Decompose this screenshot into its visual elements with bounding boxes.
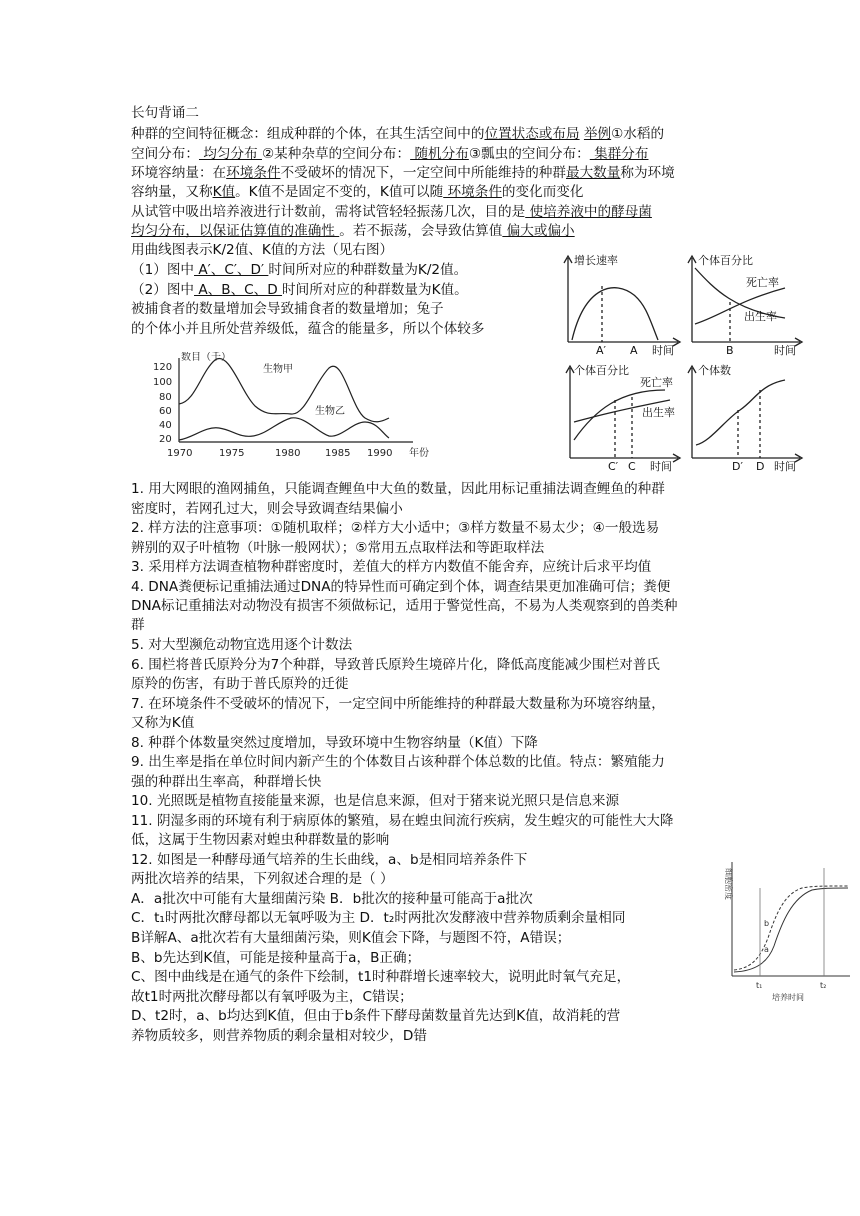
item-line: 1. 用大网眼的渔网捕鱼，只能调查鲤鱼中大鱼的数量，因此用标记重捕法调查鲤鱼的种群	[131, 481, 665, 497]
p3-ylabel: 个体百分比	[574, 364, 629, 377]
ytick: 60	[159, 406, 172, 417]
page-title: 长句背诵二	[131, 105, 199, 121]
item-line: 辨别的双子叶植物（叶脉一般网状）；⑤常用五点取样法和等距取样法	[131, 540, 545, 556]
item-line: 群	[131, 617, 145, 633]
p1-xlabel: 时间	[652, 344, 674, 357]
text: 不受破坏的情况下，一定空间中所能维持的种群	[280, 165, 566, 181]
intro-line-10: 被捕食者的数量增加会导致捕食者的数量增加；兔子	[131, 301, 444, 317]
p3-xlabel: 时间	[650, 460, 672, 472]
option-line: A．a批次中可能有大量细菌污染 B．b批次的接种量可能高于a批次	[131, 891, 533, 907]
p2-tick-b: B	[726, 344, 734, 357]
series-jia: 生物甲	[263, 364, 293, 375]
item-line: 12. 如图是一种酵母通气培养的生长曲线，a、b是相同培养条件下	[131, 852, 528, 868]
answer-blank: A′、C′、D′	[194, 262, 269, 278]
item-line: 低，这属于生物因素对蝗虫种群数量的影响	[131, 832, 390, 848]
intro-line-7: 用曲线图表示K/2值、K值的方法（见右图）	[131, 242, 394, 258]
answer-blank: 使培养液中的酵母菌	[525, 204, 652, 220]
answer-blank: 位置状态或布局	[484, 126, 580, 142]
ytick: 40	[159, 420, 172, 431]
item-line: 9. 出生率是指在单位时间内新产生的个体数目占该种群个体总数的比值。特点：繁殖能力	[131, 754, 665, 770]
text: （1）图中	[131, 262, 195, 278]
text: 容纳量，又称	[131, 184, 213, 200]
ytick: 80	[159, 392, 172, 403]
text: 时间所对应的种群数量为K值。	[282, 282, 468, 298]
item-line: 10. 光照既是植物直接能量来源，也是信息来源，但对于猪来说光照只是信息来源	[131, 793, 620, 809]
intro-line-2	[131, 145, 648, 163]
item-line: 7. 在环境条件不受破坏的情况下，一定空间中所能维持的种群最大数量称为环境容纳量，	[131, 696, 665, 712]
explain-line: D、t2时，a、b均达到K值，但由于b条件下酵母菌数量首先达到K值，故消耗的营	[131, 1008, 621, 1024]
yeast-ylabel: 细胞密度	[724, 868, 733, 900]
answer-blank: 环境条件	[226, 165, 281, 181]
yeast-xlabel: 培养时间	[772, 993, 804, 1002]
intro-line-1	[131, 125, 664, 143]
yeast-t1: t₁	[756, 981, 763, 990]
xtick: 1975	[219, 448, 245, 459]
left-xlabel: 年份	[409, 448, 429, 459]
text: 。若不振荡，会导致估算值	[339, 223, 503, 239]
p1-tick-aprime: A′	[596, 344, 607, 357]
answer-blank: 集群分布	[589, 146, 649, 162]
item-line: 强的种群出生率高，种群增长快	[131, 774, 322, 790]
item-line: 3. 采用样方法调查植物种群密度时，差值大的样方内数值不能舍弃，应统计后求平均值	[131, 559, 652, 575]
answer-blank: 环境条件	[443, 184, 502, 200]
p4-ylabel: 个体数	[698, 364, 731, 377]
item-line: 两批次培养的结果，下列叙述合理的是（ ）	[131, 871, 394, 887]
text: ②某种杂草的空间分布：	[262, 146, 411, 162]
item-line: DNA标记重捕法对动物没有损害不须做标记，适用于警觉性高，不易为人类观察到的兽类种	[131, 598, 678, 614]
intro-line-11: 的个体小并且所处营养级低，蕴含的能量多，所以个体较多	[131, 321, 485, 337]
answer-blank: A、B、C、D	[194, 282, 283, 298]
curve-b-label: b	[764, 919, 770, 928]
item-line: 11. 阴湿多雨的环境有利于病原体的繁殖，易在蝗虫间流行疾病，发生蝗灾的可能性大大降	[131, 813, 674, 829]
text: 从试管中吸出培养液进行计数前，需将试管轻轻振荡几次，目的是	[131, 204, 526, 220]
item-line: 6. 围栏将普氏原羚分为7个种群，导致普氏原羚生境碎片化，降低高度能减少围栏对普氏	[131, 657, 660, 673]
xtick: 1990	[367, 448, 393, 459]
xtick: 1970	[167, 448, 193, 459]
ytick: 20	[159, 434, 172, 445]
answer-blank: K值	[212, 184, 236, 200]
item-line: 2. 样方法的注意事项：①随机取样；②样方大小适中；③样方数量不易太少；④一般选易	[131, 520, 660, 536]
intro-line-4	[131, 183, 583, 201]
item-line: 密度时，若网孔过大，则会导致调查结果偏小	[131, 501, 403, 517]
text: 空间分布：	[131, 146, 199, 162]
item-line: 8. 种群个体数量突然过度增加，导致环境中生物容纳量（K值）下降	[131, 735, 538, 751]
answer-blank: 举例	[583, 126, 612, 142]
p2-ylabel: 个体百分比	[698, 254, 753, 267]
item-line: 4. DNA粪便标记重捕法通过DNA的特异性而可确定到个体，调查结果更加准确可信；粪便	[131, 579, 671, 595]
ytick: 120	[153, 362, 173, 373]
p1-tick-a: A	[630, 344, 638, 357]
p3-curve-death: 死亡率	[640, 376, 673, 389]
yeast-t2: t₂	[820, 981, 827, 990]
p4-xlabel: 时间	[774, 460, 796, 472]
answer-blank: 最大数量	[566, 165, 621, 181]
intro-line-8	[131, 261, 467, 279]
intro-line-5	[131, 203, 652, 221]
explain-line: B、b先达到K值，可能是接种量高于a，B正确；	[131, 950, 421, 966]
yeast-growth-figure	[712, 858, 854, 1008]
growth-curves-figure	[560, 250, 810, 472]
text: （2）图中	[131, 282, 195, 298]
left-ylabel: 数目（千）	[181, 352, 231, 363]
option-line: C．t₁时两批次酵母都以无氧呼吸为主 D．t₂时两批次发酵液中营养物质剩余量相同	[131, 910, 626, 926]
intro-line-6	[131, 222, 575, 240]
xtick: 1985	[325, 448, 351, 459]
answer-blank: 随机分布	[410, 146, 469, 162]
p3-tick-c: C	[628, 460, 636, 472]
intro-line-3	[131, 164, 675, 182]
intro-line-9	[131, 281, 468, 299]
p4-tick-dprime: D′	[732, 460, 743, 472]
p3-curve-birth: 出生率	[642, 406, 675, 419]
text: 环境容纳量：在	[131, 165, 227, 181]
explain-line: C、图中曲线是在通气的条件下绘制，t1时种群增长速率较大，说明此时氧气充足，	[131, 969, 631, 985]
answer-blank: 均匀分布	[198, 146, 262, 162]
text: 。K值不是固定不变的，K值可以随	[235, 184, 444, 200]
text: 种群的空间特征概念：组成种群的个体，在其生活空间中的	[131, 126, 485, 142]
p4-tick-d: D	[756, 460, 765, 472]
p1-ylabel: 增长速率	[574, 254, 618, 267]
text: ③瓢虫的空间分布：	[468, 146, 590, 162]
series-yi: 生物乙	[315, 406, 345, 417]
text: 称为环境	[620, 165, 675, 181]
answer-blank: 偏大或偏小	[502, 223, 575, 239]
p3-tick-cprime: C′	[608, 460, 619, 472]
curve-a-label: a	[764, 945, 769, 954]
explain-line: 养物质较多，则营养物质的剩余量相对较少，D错	[131, 1028, 427, 1044]
p2-curve-birth: 出生率	[744, 310, 777, 323]
text: ①水稻的	[611, 126, 665, 142]
text: 时间所对应的种群数量为K/2值。	[268, 262, 468, 278]
answer-blank: 均匀分布，以保证估算值的准确性	[131, 223, 340, 239]
explain-line: B详解A、a批次若有大量细菌污染，则K值会下降，与题图不符，A错误；	[131, 930, 571, 946]
item-line: 5. 对大型濒危动物宜选用逐个计数法	[131, 637, 353, 653]
item-line: 又称为K值	[131, 715, 195, 731]
xtick: 1980	[275, 448, 301, 459]
explain-line: 故t1时两批次酵母都以有氧呼吸为主，C错误；	[131, 989, 413, 1005]
p2-xlabel: 时间	[774, 344, 796, 357]
predator-prey-graph	[145, 352, 450, 462]
ytick: 100	[153, 377, 173, 388]
text: 的变化而变化	[501, 184, 584, 200]
item-line: 原羚的伤害，有助于普氏原羚的迁徙	[131, 676, 349, 692]
p2-curve-death: 死亡率	[746, 276, 779, 289]
